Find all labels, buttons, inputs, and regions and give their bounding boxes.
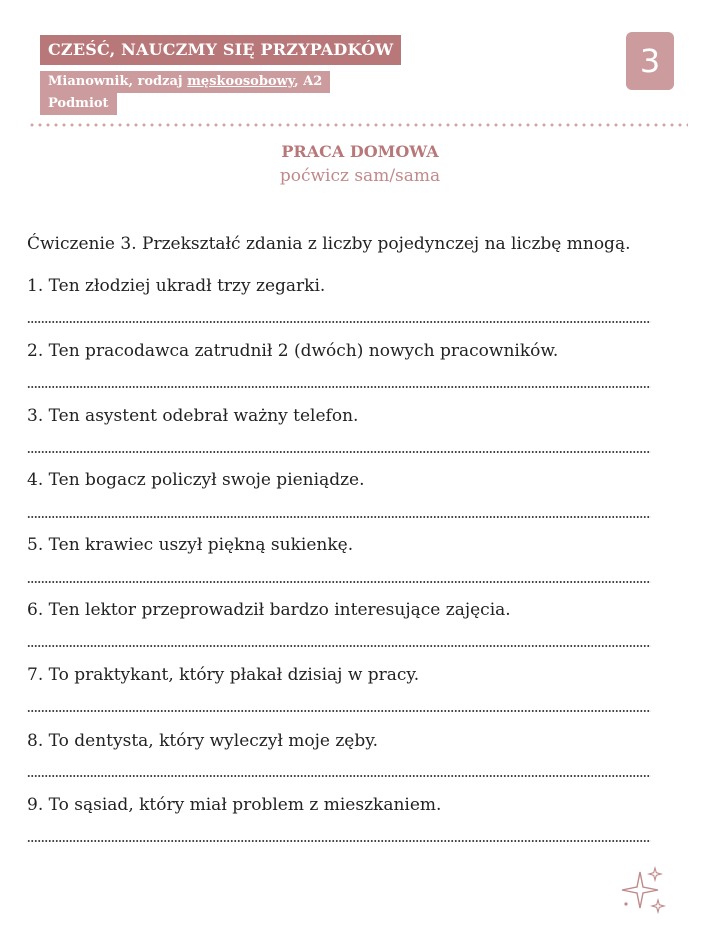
exercise-item: 2. Ten pracodawca zatrudnił 2 (dwóch) nowych pracowników. [27,341,559,361]
homework-subtitle: poćwicz sam/sama [279,166,441,186]
answer-line[interactable] [27,385,651,389]
answer-line[interactable] [27,644,651,648]
level-subtitle [40,71,330,93]
exercise-item: 1. Ten złodziej ukradł trzy zegarki. [27,276,326,296]
exercise-item: 7. To praktykant, który płakał dzisiaj w pracy. [27,665,420,685]
homework-title: PRACA DOMOWA [281,142,439,161]
answer-line[interactable] [27,515,651,519]
exercise-item: 3. Ten asystent odebrał ważny telefon. [27,406,359,426]
subtitle-pre: Mianownik, rodzaj [48,74,188,89]
sparkle-icon [620,866,670,916]
exercise-item: 4. Ten bogacz policzył swoje pieniądze. [27,470,365,490]
exercise-item: 9. To sąsiad, który miał problem z mieszkaniem. [27,795,442,815]
answer-line[interactable] [27,450,651,454]
exercise-item: 5. Ten krawiec uszył piękną sukienkę. [27,535,354,555]
answer-line[interactable] [27,774,651,778]
answer-line[interactable] [27,839,651,843]
subtitle-underlined: męskoosobowy [187,74,295,89]
exercise-item: 6. Ten lektor przeprowadził bardzo interesujące zajęcia. [27,600,511,620]
answer-line[interactable] [27,580,651,584]
worksheet-title: CZEŚĆ, NAUCZMY SIĘ PRZYPADKÓW [40,35,401,65]
exercise-item: 8. To dentysta, który wyleczył moje zęby. [27,731,378,751]
topic-subtitle: Podmiot [40,93,117,115]
dotted-divider [28,123,688,127]
answer-line[interactable] [27,709,651,713]
lesson-number-badge: 3 [626,32,674,90]
subtitle-post: , A2 [294,74,323,89]
answer-line[interactable] [27,320,651,324]
exercise-instruction: Ćwiczenie 3. Przekształć zdania z liczby pojedynczej na liczbę mnogą. [27,234,631,254]
